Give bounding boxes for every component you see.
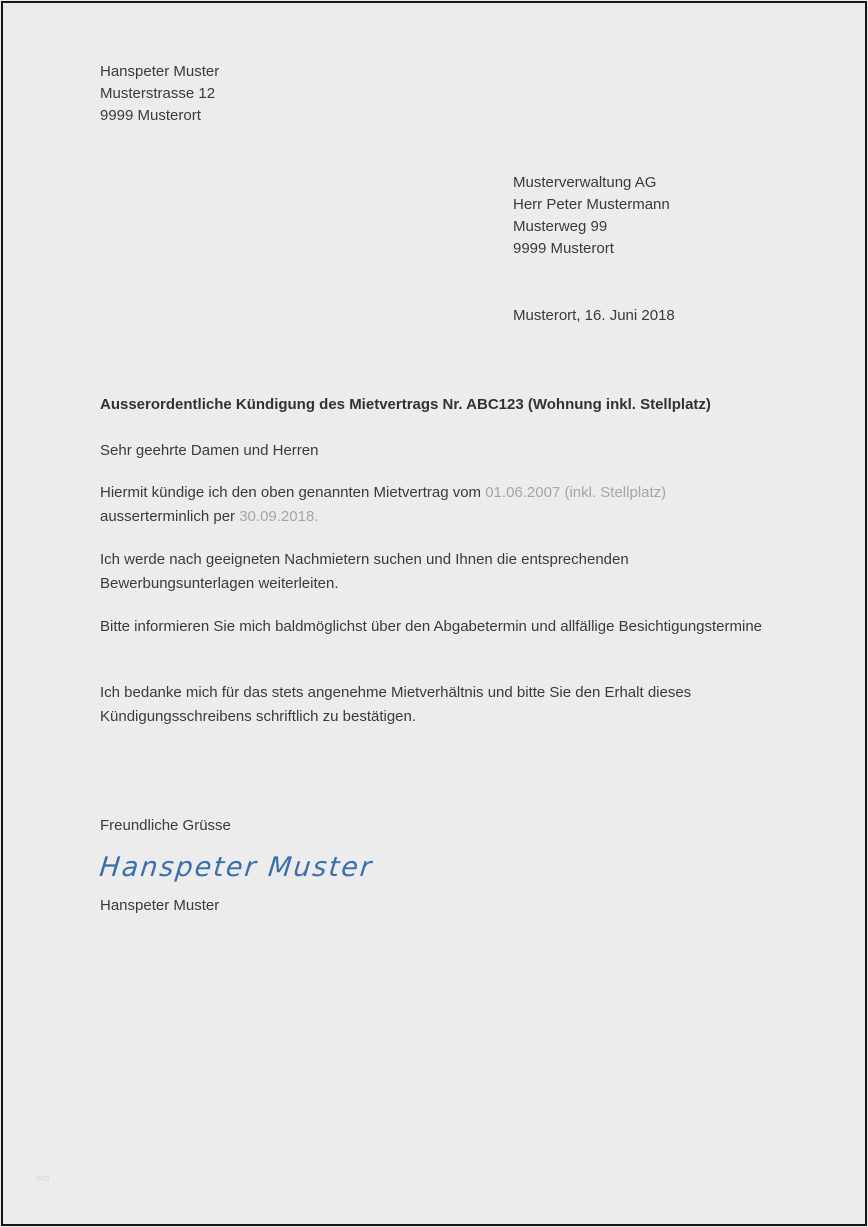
recipient-company: Musterverwaltung AG (513, 174, 657, 191)
recipient-street: Musterweg 99 (513, 218, 608, 235)
paragraph-successor-tenants: Ich werde nach geeigneten Nachmietern suchen und Ihnen die entsprechenden Bewerbungsunterlagen weiterleiten. (100, 551, 629, 592)
closing-phrase: Freundliche Grüsse (100, 817, 231, 834)
subject-line: Ausserordentliche Kündigung des Mietvertrags Nr. ABC123 (Wohnung inkl. Stellplatz) (100, 396, 711, 413)
sender-street: Musterstrasse 12 (100, 85, 216, 102)
page-border (1, 1, 867, 1226)
sender-name: Hanspeter Muster (100, 63, 220, 80)
paragraph-handover-dates: Bitte informieren Sie mich baldmöglichst über den Abgabetermin und allfällige Besichtigungstermine (100, 618, 763, 635)
recipient-person: Herr Peter Mustermann (513, 196, 670, 213)
intro-text-1: Hiermit kündige ich den oben genannten Mietvertrag vom (100, 484, 486, 501)
recipient-address-block (513, 172, 670, 260)
sender-city: 9999 Musterort (100, 107, 201, 124)
sender-address-block (100, 61, 219, 127)
place-and-date: Musterort, 16. Juni 2018 (513, 307, 675, 324)
watermark: btb (36, 1173, 51, 1183)
printed-signature-name: Hanspeter Muster (100, 897, 220, 914)
paragraph-confirmation-request: Ich bedanke mich für das stets angenehme Mietverhältnis und bitte Sie den Erhalt dieses Kündigungsschreibens schriftlich zu bestätigen. (100, 684, 692, 725)
handwritten-signature: Hanspeter Muster (98, 852, 375, 883)
recipient-city: 9999 Musterort (513, 240, 614, 257)
contract-start-date-placeholder: 01.06.2007 (inkl. Stellplatz) (485, 484, 667, 501)
paragraph-termination (100, 481, 776, 529)
salutation: Sehr geehrte Damen und Herren (100, 442, 319, 459)
intro-text-2: ausserterminlich per (100, 508, 240, 525)
termination-date-placeholder: 30.09.2018. (239, 508, 319, 525)
